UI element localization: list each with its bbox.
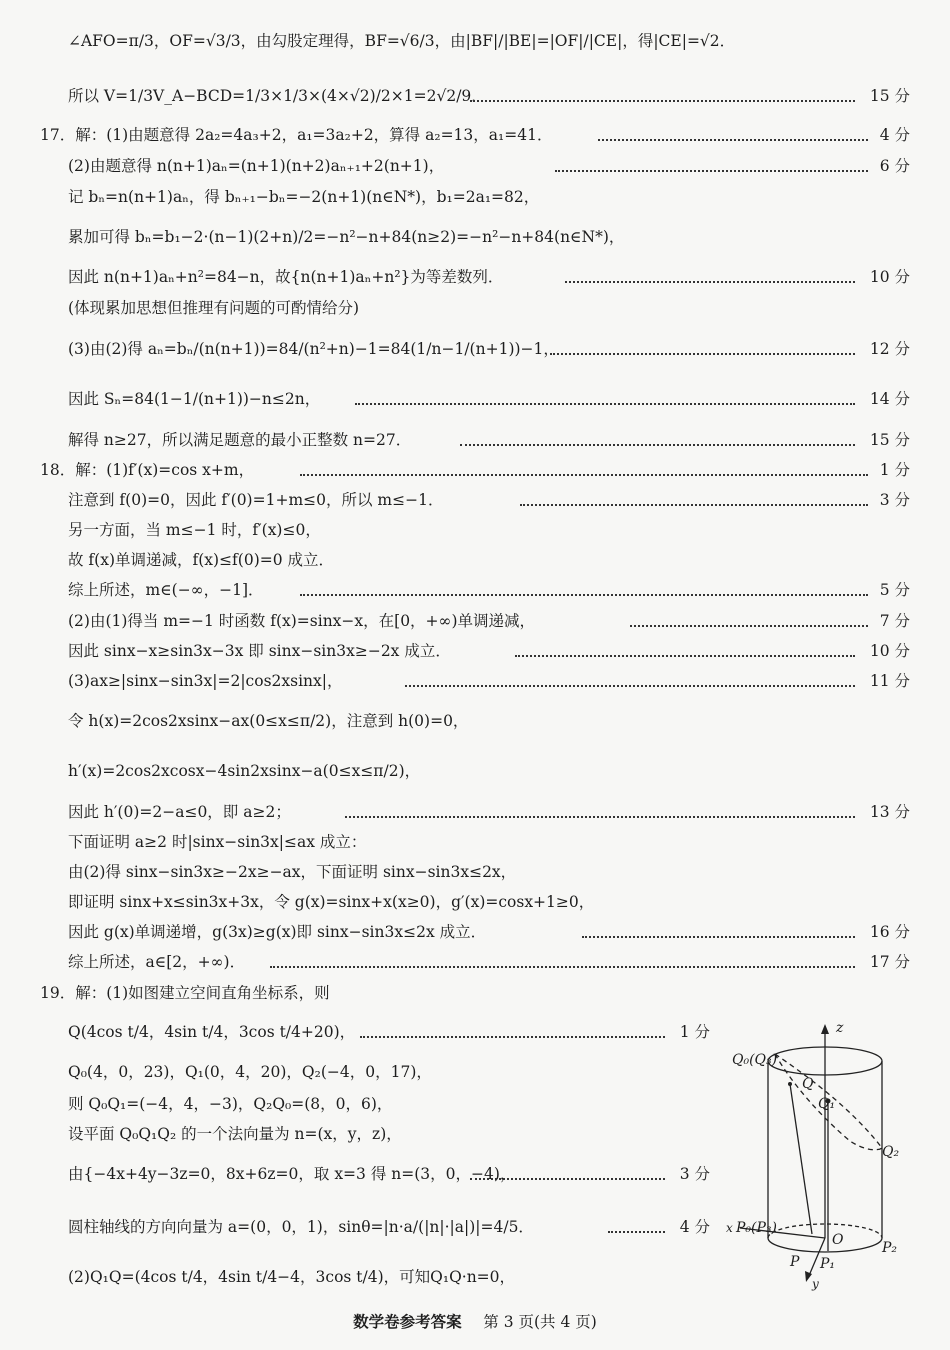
score-label: 1 分 [679,1023,710,1041]
score-label: 15 分 [869,87,910,105]
dot-leader [405,685,855,687]
dot-leader [608,1231,665,1233]
text-line: 因此 h′(0)=2−a≤0，即 a≥2； [68,803,291,821]
text-line: 即证明 sinx+x≤sin3x+3x，令 g(x)=sinx+x(x≥0)，g′(x)=cosx+1≥0， [68,893,595,911]
score-label: 17 分 [869,953,910,971]
dot-leader [300,594,868,596]
label-y: y [812,1277,819,1291]
text-line: 圆柱轴线的方向向量为 a=(0，0，1)，sinθ=|n·a/(|n|·|a|)|=4/5． [68,1218,534,1236]
dot-leader [515,655,855,657]
score-label: 10 分 [869,642,910,660]
page-footer [0,1310,950,1332]
text-line: (体现累加思想但推理有问题的可酌情给分) [68,299,360,317]
text-line: Q(4cos t/4，4sin t/4，3cos t/4+20)， [68,1023,356,1041]
score-label: 15 分 [869,431,910,449]
text-line: (3)ax≥|sinx−sin3x|=2|cos2xsinx|， [68,672,343,690]
footer-page-number: 第 3 页(共 4 页) [483,1313,597,1331]
score-label: 4 分 [879,126,910,144]
label-q2: Q₂ [882,1144,900,1160]
score-label: 12 分 [869,340,910,358]
text-line: 因此 Sₙ=84(1−1/(n+1))−n≤2n， [68,390,321,408]
text-line: 解得 n≥27，所以满足题意的最小正整数 n=27． [68,431,412,449]
cylinder-bottom-ellipse [768,1238,882,1252]
score-label: 16 分 [869,923,910,941]
dot-leader [598,139,868,141]
dot-leader [555,170,868,172]
label-q0q3: Q₀(Q₃) [732,1052,778,1068]
text-line: 设平面 Q₀Q₁Q₂ 的一个法向量为 n=(x，y，z)， [68,1125,402,1143]
text-line: 则 Q₀Q₁=(−4，4，−3)，Q₂Q₀=(8，0，6)， [68,1095,393,1113]
text-line: 累加可得 bₙ=b₁−2·(n−1)(2+n)/2=−n²−n+84(n≥2)=−n²−n+84(n∈N*)， [68,228,625,246]
text-line: 综上所述，a∈[2，+∞)． [68,953,246,971]
label-q1: Q₁ [818,1096,836,1112]
dot-leader [360,1036,665,1038]
text-line: 因此 n(n+1)aₙ+n²=84−n，故{n(n+1)aₙ+n²}为等差数列． [68,268,504,286]
text-line: 18．解：(1)f′(x)=cos x+m， [40,461,255,479]
label-q: Q [802,1076,814,1092]
text-line: (2)由题意得 n(n+1)aₙ=(n+1)(n+2)aₙ₊₁+2(n+1)， [68,157,445,175]
label-p0p3: P₀(P₃) [736,1220,777,1236]
text-line: Q₀(4，0，23)，Q₁(0，4，20)，Q₂(−4，0，17)， [68,1063,432,1081]
dot-leader [300,474,868,476]
score-label: 6 分 [879,157,910,175]
score-label: 5 分 [879,581,910,599]
text-line: 因此 g(x)单调递增，g(3x)≥g(x)即 sinx−sin3x≤2x 成立． [68,923,487,941]
label-x: x [726,1221,733,1235]
score-label: 10 分 [869,268,910,286]
dot-leader [470,1178,665,1180]
score-label: 11 分 [869,672,910,690]
cylinder-figure [720,1016,920,1296]
dot-leader [630,625,868,627]
dot-leader [355,403,855,405]
text-line: 另一方面，当 m≤−1 时，f′(x)≤0， [68,521,321,539]
label-p1: P₁ [820,1256,836,1272]
score-label: 3 分 [679,1165,710,1183]
dot-leader [270,966,855,968]
text-line: 综上所述，m∈(−∞，−1]． [68,581,264,599]
label-z: z [836,1020,844,1036]
text-line: 17．解：(1)由题意得 2a₂=4a₃+2，a₁=3a₂+2，算得 a₂=13，a₁=41． [40,126,553,144]
text-line: 注意到 f(0)=0，因此 f′(0)=1+m≤0，所以 m≤−1． [68,491,444,509]
text-line: (2)由(1)得当 m=−1 时函数 f(x)=sinx−x，在[0，+∞)单调递减， [68,612,536,630]
text-line: 因此 sinx−x≥sin3x−3x 即 sinx−sin3x≥−2x 成立． [68,642,451,660]
text-line: 由{−4x+4y−3z=0，8x+6z=0，取 x=3 得 n=(3，0，−4)， [68,1165,516,1183]
text-line: (2)Q₁Q=(4cos t/4，4sin t/4−4，3cos t/4)，可知Q₁Q·n=0， [68,1268,516,1286]
text-line: 令 h(x)=2cos2xsinx−ax(0≤x≤π/2)，注意到 h(0)=0， [68,712,469,730]
text-line: 记 bₙ=n(n+1)aₙ，得 bₙ₊₁−bₙ=−2(n+1)(n∈N*)，b₁=2a₁=82， [68,188,540,206]
label-o: O [832,1232,844,1248]
score-label: 14 分 [869,390,910,408]
label-p2: P₂ [882,1240,898,1256]
text-line: 由(2)得 sinx−sin3x≥−2x≥−ax，下面证明 sinx−sin3x≤2x， [68,863,517,881]
score-label: 7 分 [879,612,910,630]
dot-leader [520,504,868,506]
text-line: (3)由(2)得 aₙ=bₙ/(n(n+1))=84/(n²+n)−1=84(1/n−1/(n+1))−1， [68,340,559,358]
text-line: 所以 V=1/3V_A−BCD=1/3×1/3×(4×√2)/2×1=2√2/9． [68,87,487,105]
footer-title: 数学卷参考答案 [353,1312,462,1331]
label-p: P [790,1254,800,1270]
text-line: ∠AFO=π/3，OF=√3/3，由勾股定理得，BF=√6/3，由|BF|/|BE|=|OF|/|CE|，得|CE|=√2． [68,32,736,50]
text-line: 下面证明 a≥2 时|sinx−sin3x|≤ax 成立： [68,833,367,851]
dot-leader [550,353,855,355]
score-label: 13 分 [869,803,910,821]
dot-leader [582,936,855,938]
score-label: 4 分 [679,1218,710,1236]
dot-leader [470,100,855,102]
dot-leader [565,281,855,283]
text-line: 19．解：(1)如图建立空间直角坐标系，则 [40,984,330,1002]
score-label: 1 分 [879,461,910,479]
text-line: h′(x)=2cos2xcosx−4sin2xsinx−a(0≤x≤π/2)， [68,762,421,780]
dot-leader [460,444,855,446]
text-line: 故 f(x)单调递减，f(x)≤f(0)=0 成立． [68,551,335,569]
score-label: 3 分 [879,491,910,509]
dot-leader [345,816,855,818]
